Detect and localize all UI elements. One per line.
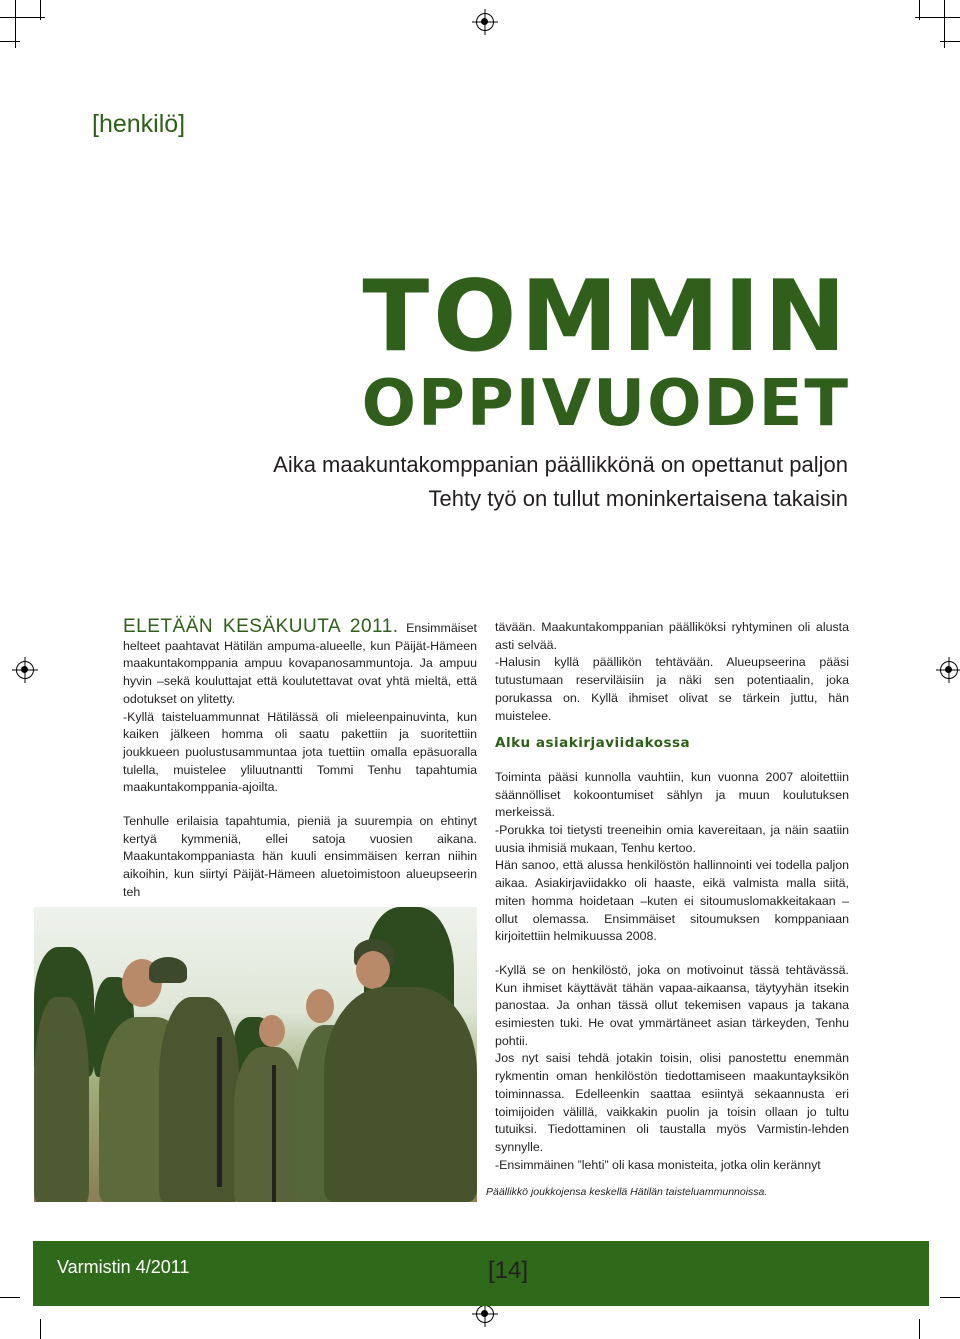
crop-mark [0,41,20,42]
paragraph: -Kyllä se on henkilöstö, joka on motivoinut tässä tehtävässä. Kun ihmiset käyttävät tähän vapaa-aikaansa, täytyyhän itsekin panostaa. Ja onhan tässä ollut tekemisen vapaus ja takana esimiesten tuki. He ovat ymmärtäneet asian tärkeyden, Tenhu pohtii. [495,962,849,1048]
registration-mark-icon [476,13,494,31]
paragraph: tävään. Maakuntakomppanian päälliköksi ryhtyminen oli alusta asti selvää. [495,620,849,652]
registration-mark-icon [16,661,34,679]
crop-mark [0,1297,20,1298]
paragraph: Jos nyt saisi tehdä jotakin toisin, olisi panostettu enemmän rykmentin oman henkilöstön tiedottamiseen maakuntayksikön toiminnassa. Edelleenkin saattaa esiintyä sekaannusta eri toimijoiden välillä, vaikkakin puolin ja toisin ollaan jo tultu tutuiksi. Tiedottaminen oli taustalla myös Varmistin-lehden synnylle. [495,1051,849,1154]
paragraph: Tenhulle erilaisia tapahtumia, pieniä ja suurempia on ehtinyt kertyä kymmeniä, ellei satoja vuosien aikana. Maakuntakomppaniasta hän kuuli ensimmäisen kerran niihin aikoihin, kun siirtyi Päijät-Hämeen aluetoimistoon alueupseerin teh [123,814,477,899]
registration-mark-icon [476,1305,494,1323]
paragraph: -Porukka toi tietysti treeneihin omia kavereitaan, ja näin saatiin uusia ihmisiä mukaan, Tenhu kertoo. [495,823,849,855]
section-tag: [henkilö] [92,110,186,138]
paragraph-gap [123,797,477,813]
article-subtitle-line2: Tehty työ on tullut moninkertaisena takaisin [428,486,848,511]
left-column [123,618,477,902]
crop-mark [919,1319,920,1339]
crop-mark [15,0,16,48]
paragraph: -Ensimmäinen ”lehti” oli kasa monisteita, jotka olin kerännyt [495,1157,821,1172]
article-photo [34,907,477,1202]
crop-mark [915,17,960,18]
crop-mark [944,0,945,48]
crop-mark [40,1319,41,1339]
registration-mark-icon [940,661,958,679]
magazine-issue: Varmistin 4/2011 [57,1257,190,1277]
page-number: [14] [488,1257,529,1284]
article-subtitle-line1: Aika maakuntakomppanian päällikkönä on opettanut paljon [273,452,848,477]
crop-mark [0,17,45,18]
subheading: Alku asiakirjaviidakossa [495,735,691,752]
article-title-line2: OPPIVUODET [361,367,850,441]
paragraph-gap [495,946,849,962]
paragraph [123,618,477,709]
photo-caption: Päällikkö joukkojensa keskellä Hätilän taisteluammunnoissa. [486,1186,768,1198]
footer-bar [33,1241,929,1306]
paragraph-text: Ensimmäiset helteet paahtavat Hätilän ampuma-alueelle, kun Päijät-Hämeen maakuntakomppania ampuu kovapanosammuntoja. Ja ampuu hyvin –sekä kouluttajat että koulutettavat ovat yhtä mieltä, että odotukset on ylitetty. [123,621,477,706]
paragraph: Toiminta pääsi kunnolla vauhtiin, kun vuonna 2007 aloitettiin säännölliset kokoontumiset sählyn ja muun koulutuksen merkeissä. [495,769,849,820]
paragraph: -Kyllä taisteluammunnat Hätilässä oli mieleenpainuvinta, kun kaiken jälkeen homma oli saatu pakettiin ja suoritettiin joukkueen puolustusammuntaa jota tuettiin omalla epäsuoralla tulella, muistelee yliluutnantti Tommi Tenhu tapahtumia maakuntakomppania-ajoilta. [123,709,477,795]
right-column [495,619,849,1174]
crop-mark [940,41,960,42]
paragraph: -Halusin kyllä päällikön tehtävään. Alueupseerina pääsi tutustumaan reserviläisiin ja näki sen potentiaalin, joka porukassa on. Kyllä ihmiset olivat se tärkein juttu, hän muistelee. [495,655,849,723]
lead-caps: ELETÄÄN KESÄKUUTA 2011. [123,616,399,637]
crop-mark [940,1297,960,1298]
paragraph: Hän sanoo, että alussa henkilöstön hallinnointi vei todella paljon aikaa. Asiakirjaviidakko oli haaste, eikä valmista malla siitä, miten homma hoidetaan –kuten ei sitoumuslomakkeitakaan – ollut olemassa. Ensimmäiset sitoumuksen komppaniaan kirjoitettiin helmikuussa 2008. [495,858,849,944]
article-title-line1: TOMMIN [362,260,850,374]
